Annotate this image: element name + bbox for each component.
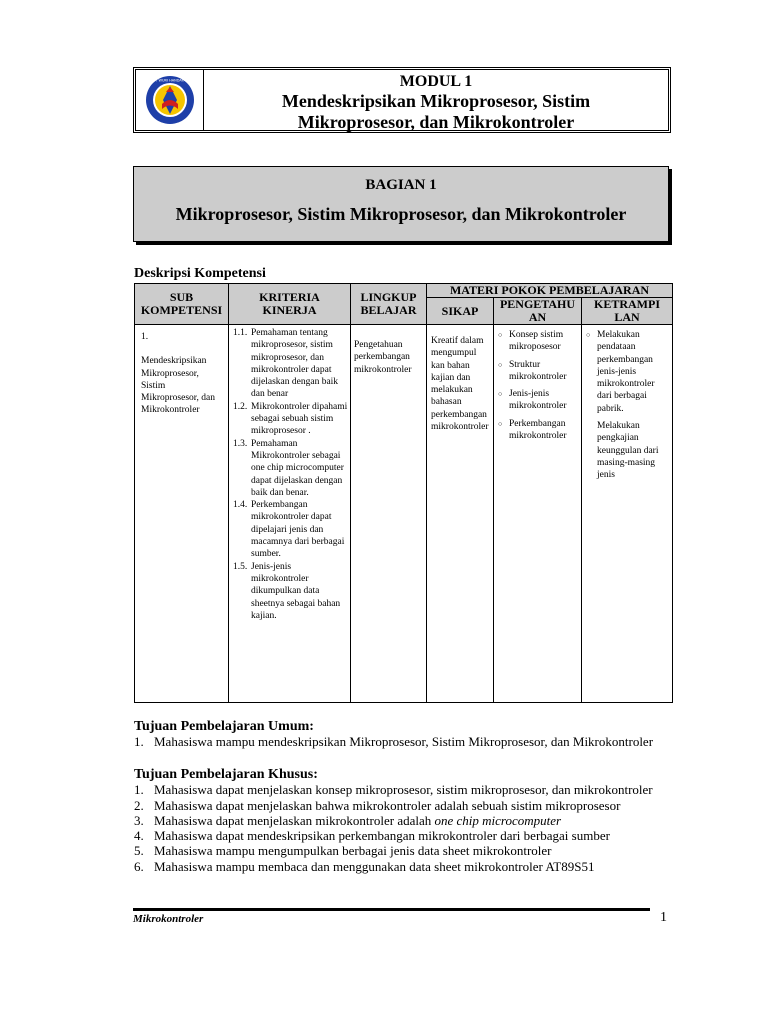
col-header-sub-kompetensi	[135, 284, 229, 325]
col-header-ketrampilan	[582, 298, 673, 325]
ketrampilan-text: Melakukan pendataan perkembangan jenis-jenis mikrokontroler dari berbagai pabrik.	[597, 330, 655, 414]
section-banner	[133, 166, 669, 242]
kriteria-item	[233, 401, 348, 438]
competency-heading: Deskripsi Kompetensi	[134, 266, 266, 281]
item-number: 1.	[134, 734, 144, 750]
col-header-ketrampilan-line2: LAN	[614, 310, 640, 324]
col-header-ketrampilan-line1: KETRAMPI	[594, 297, 660, 311]
item-number: 5.	[134, 843, 144, 859]
list-item	[498, 388, 579, 413]
item-number: 4.	[134, 828, 144, 844]
item-text-italic: one chip microcomputer	[434, 812, 562, 828]
tujuan-umum-list	[134, 734, 694, 749]
item-text: Mahasiswa dapat menjelaskan konsep mikroprosesor, sistim mikroprosesor, dan mikrokontroler	[154, 782, 653, 798]
pengetahuan-text: Jenis-jenis mikrokontroler	[509, 389, 567, 412]
list-item	[134, 734, 694, 749]
col-header-pengetahuan-line1: PENGETAHU	[499, 297, 576, 311]
pengetahuan-text: Konsep sistim mikroposesor	[509, 330, 564, 353]
col-header-sub-line2: KOMPETENSI	[140, 303, 223, 317]
bullet-circle-icon: ○	[498, 360, 503, 369]
list-item	[134, 859, 694, 874]
list-item	[134, 813, 694, 828]
cell-pengetahuan	[494, 325, 582, 703]
module-title-line1: Mendeskripsikan Mikroprosesor, Sistim	[281, 91, 591, 111]
col-header-lingkup-belajar	[351, 284, 427, 325]
page-number: 1	[660, 910, 667, 925]
tut-wuri-handayani-logo	[144, 74, 196, 126]
kriteria-number: 1.3.	[233, 438, 248, 449]
kriteria-item	[233, 327, 348, 401]
list-item	[498, 329, 579, 354]
module-number: MODUL 1	[399, 73, 473, 90]
cell-sub-kompetensi	[135, 325, 229, 703]
tujuan-umum-heading: Tujuan Pembelajaran Umum:	[134, 719, 314, 734]
tujuan-khusus-heading: Tujuan Pembelajaran Khusus:	[134, 767, 318, 782]
kriteria-text: Mikrokontroler dipahami sebagai sebuah sistim mikroprosesor .	[251, 401, 348, 437]
logo-text: TUT WURI HANDAYANI	[150, 78, 189, 83]
list-item	[134, 782, 694, 797]
col-header-kriteria-line1: KRITERIA	[259, 290, 320, 304]
list-item	[498, 418, 579, 443]
kriteria-text: Pemahaman Mikrokontroler sebagai one chip microcomputer dapat dijelaskan dengan baik dan benar.	[251, 438, 344, 498]
list-item	[586, 329, 670, 415]
cell-lingkup-belajar: Pengetahuan perkembangan mikrokontroler	[351, 325, 427, 703]
bullet-circle-icon: ○	[586, 331, 591, 339]
kriteria-number: 1.1.	[233, 328, 248, 338]
item-text: Mahasiswa mampu mengumpulkan berbagai jenis data sheet mikrokontroler	[154, 843, 552, 859]
bullet-circle-icon: ○	[498, 419, 503, 428]
item-number: 1.	[134, 782, 144, 798]
col-header-sub-line1: SUB	[169, 290, 194, 304]
item-text-wrapper	[154, 813, 561, 828]
col-header-kriteria-line2: KINERJA	[262, 303, 317, 317]
competency-table	[134, 283, 673, 703]
list-item	[498, 359, 579, 384]
module-title-line2: Mikroprosesor, dan Mikrokontroler	[297, 112, 575, 132]
item-text: Mahasiswa dapat menjelaskan bahwa mikrokontroler adalah sebuah sistim mikroprosesor	[154, 797, 621, 813]
col-header-materi-pokok: MATERI POKOK PEMBELAJARAN	[427, 284, 673, 298]
ketrampilan-note: Melakukan pengkajian keunggulan dari masing-masing jenis	[597, 421, 659, 481]
item-text: Mahasiswa dapat mendeskripsikan perkembangan mikrokontroler dari berbagai sumber	[154, 828, 610, 844]
col-header-pengetahuan	[494, 298, 582, 325]
col-header-lingkup-line1: LINGKUP	[360, 290, 417, 304]
section-title: Mikroprosesor, Sistim Mikroprosesor, dan Mikrokontroler	[175, 204, 627, 224]
kriteria-number: 1.2.	[233, 401, 248, 412]
kriteria-item	[233, 499, 348, 560]
item-number: 2.	[134, 797, 144, 813]
pengetahuan-text: Struktur mikrokontroler	[509, 359, 567, 382]
bullet-circle-icon: ○	[498, 390, 503, 399]
cell-ketrampilan	[582, 325, 673, 703]
table-row	[135, 325, 673, 703]
kriteria-text: Perkembangan mikrokontroler dapat dipelajari jenis dan macamnya dari berbagai sumber.	[251, 500, 345, 560]
kriteria-text: Jenis-jenis mikrokontroler dikumpulkan data sheetnya sebagai bahan kajian.	[251, 561, 341, 621]
section-label: BAGIAN 1	[365, 177, 437, 193]
tujuan-khusus-section	[134, 767, 694, 874]
list-item	[134, 828, 694, 843]
kriteria-item	[233, 561, 348, 622]
kriteria-item	[233, 438, 348, 499]
logo-cell	[136, 70, 204, 130]
item-text: Mahasiswa mampu mendeskripsikan Mikroprosesor, Sistim Mikroprosesor, dan Mikrokontroler	[154, 734, 654, 750]
pengetahuan-text: Perkembangan mikrokontroler	[509, 418, 567, 442]
sub-kompetensi-number: 1.	[141, 332, 149, 342]
tujuan-khusus-list	[134, 782, 694, 874]
bullet-circle-icon: ○	[498, 331, 503, 339]
kriteria-number: 1.4.	[233, 500, 248, 511]
list-item	[134, 798, 694, 813]
item-text: Mahasiswa dapat menjelaskan mikrokontroler adalah	[154, 812, 435, 828]
item-text: Mahasiswa mampu membaca dan menggunakan data sheet mikrokontroler AT89S51	[154, 858, 595, 874]
kriteria-number: 1.5.	[233, 561, 248, 572]
col-header-sikap: SIKAP	[427, 298, 494, 325]
col-header-lingkup-line2: BELAJAR	[360, 303, 417, 317]
col-header-kriteria-kinerja	[229, 284, 351, 325]
kriteria-text: Pemahaman tentang mikroprosesor, sistim mikroprosesor, dan mikrokontroler dapat dijelaskan dengan baik dan benar	[251, 328, 339, 400]
cell-kriteria-kinerja	[229, 325, 351, 703]
list-item	[134, 843, 694, 858]
item-number: 6.	[134, 858, 144, 874]
footer-divider	[133, 908, 650, 911]
col-header-pengetahuan-line2: AN	[528, 310, 547, 324]
module-header-text	[204, 70, 668, 130]
tujuan-umum-section	[134, 719, 694, 750]
item-number: 3.	[134, 812, 144, 828]
module-header	[133, 67, 671, 133]
cell-sikap: Kreatif dalam mengumpul kan bahan kajian dan melakukan bahasan perkembangan mikrokontroler	[427, 325, 494, 703]
footer-label: Mikrokontroler	[133, 913, 204, 925]
sub-kompetensi-text: Mendeskripsikan Mikroprosesor, Sistim Mikroprosesor, dan Mikrokontroler	[141, 356, 216, 416]
